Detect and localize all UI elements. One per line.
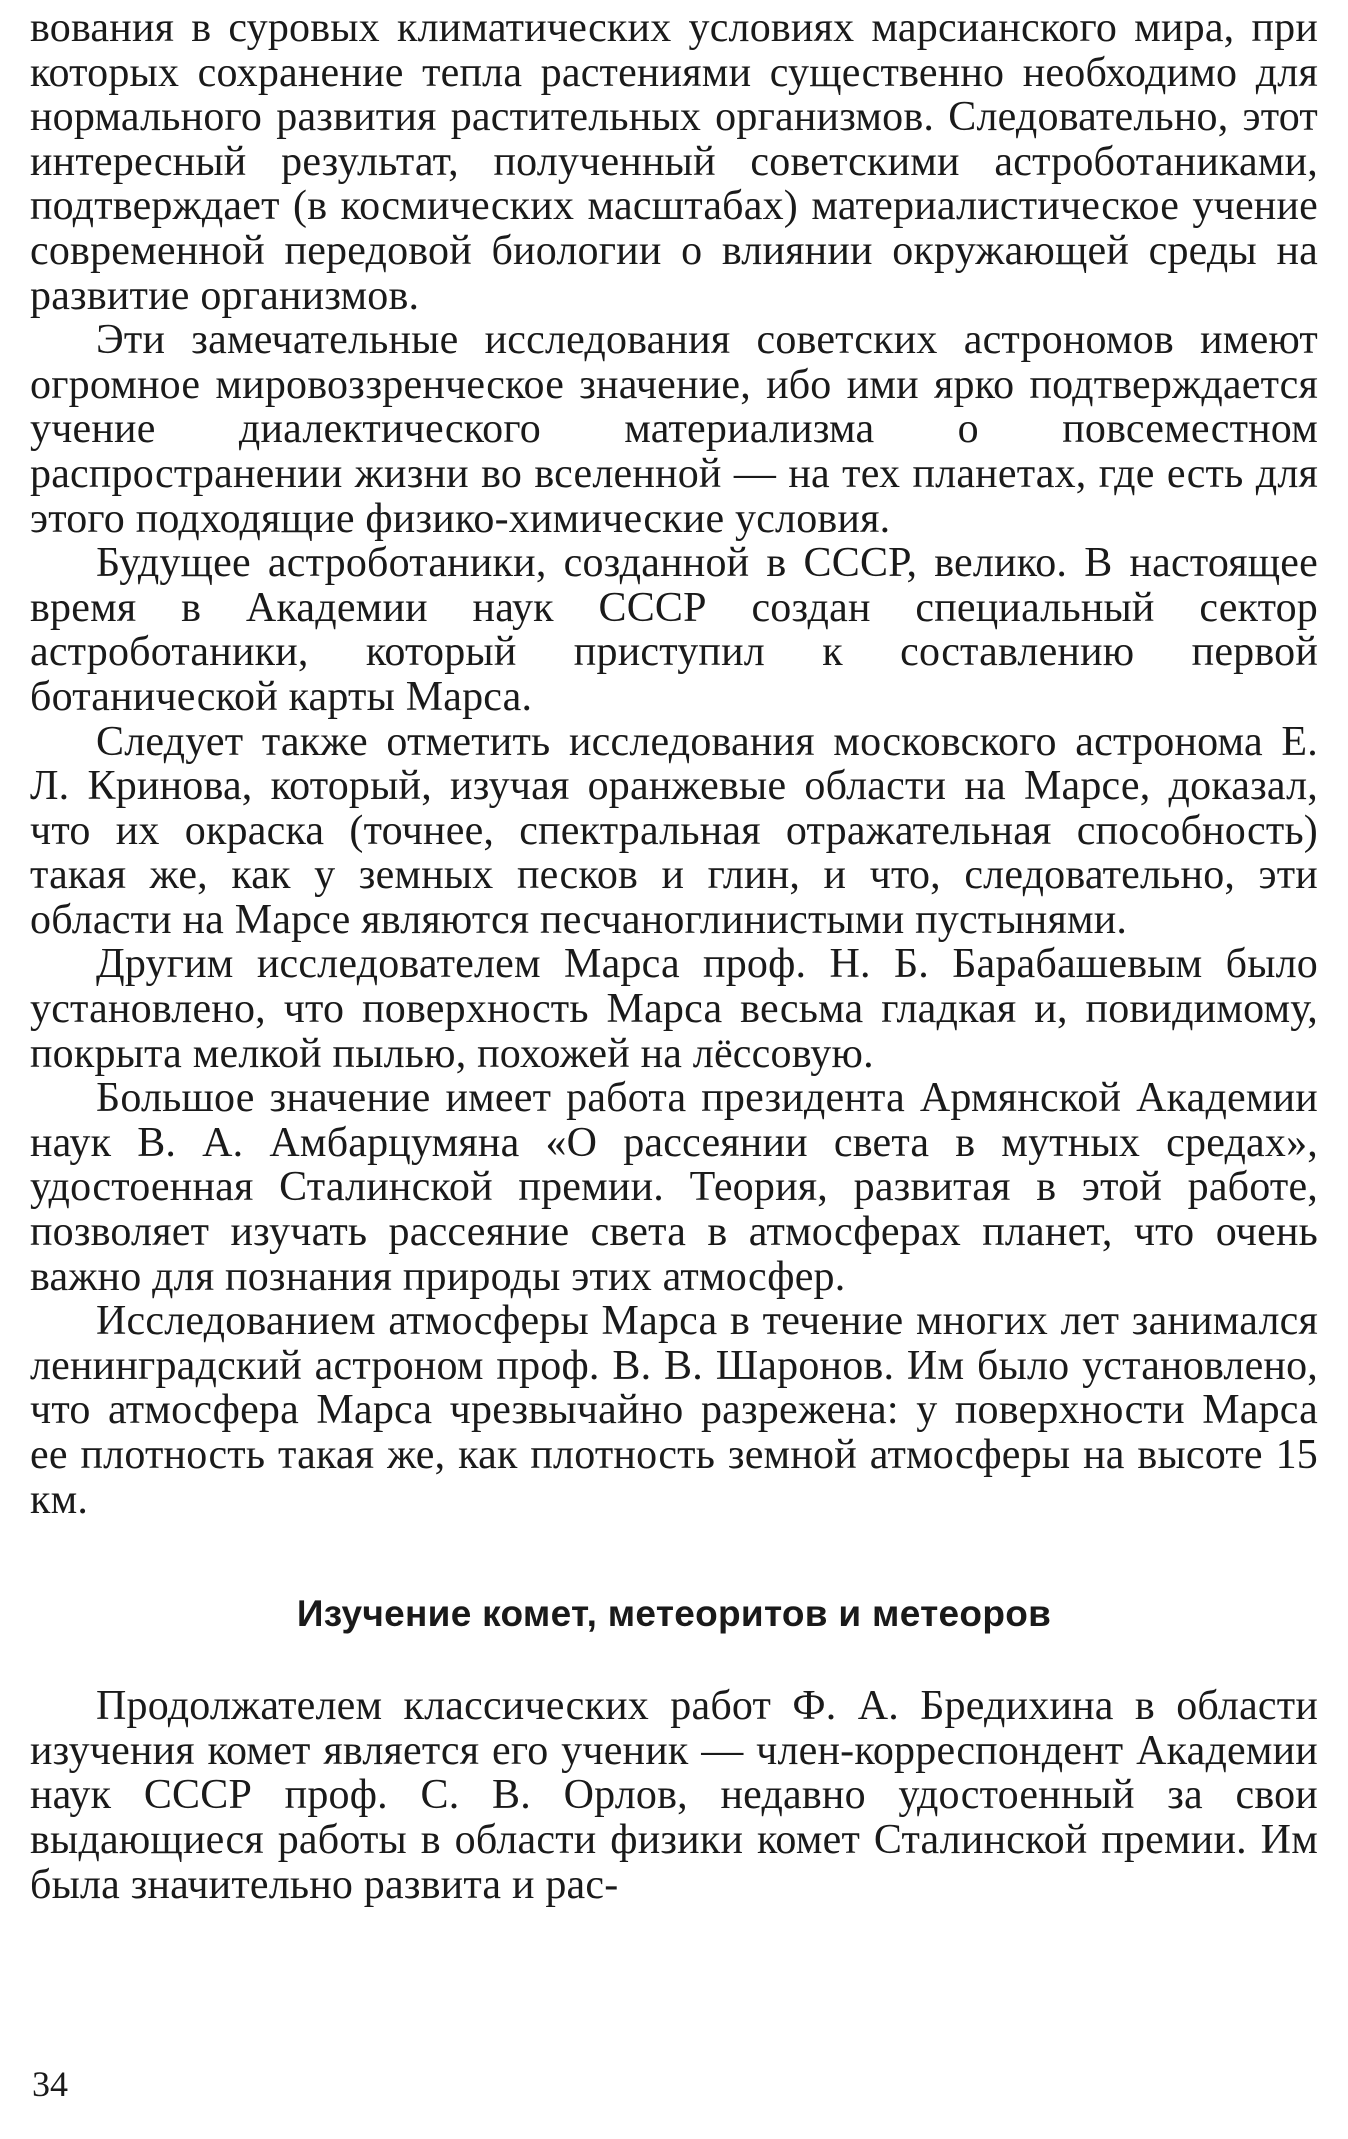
section-heading: Изучение комет, метеоритов и метеоров (296, 1593, 1052, 1635)
paragraph-ambartsumian: Большое значение имеет работа президента Армянской Академии наук В. А. Амбарцумяна «О рассеянии света в мутных средах», удостоенная Сталинской премии. Теория, развитая в этой работе, позволяет изучать рассеяние света в атмосферах планет, что очень важно для познания природы этих атмосфер. (30, 1075, 1318, 1300)
book-page (30, 6, 1318, 2126)
paragraph-krinov: Следует также отметить исследования московского астронома Е. Л. Кринова, который, изучая оранжевые области на Марсе, доказал, что их окраска (точнее, спектральная отражательная способность) такая же, как у земных песков и глин, и что, следовательно, эти области на Марсе являются песчаноглинистыми пустынями. (30, 718, 1318, 943)
paragraph-barabashev: Другим исследователем Марса проф. Н. Б. Барабашевым было установлено, что поверхность Марса весьма гладкая и, повидимому, покрыта мелкой пылью, похожей на лёссовую. (30, 941, 1318, 1077)
page-number: 34 (32, 2064, 68, 2104)
paragraph-astrobotany-future: Будущее астроботаники, созданной в СССР, велико. В настоящее время в Академии наук СССР создан специальный сектор астроботаники, который приступил к составлению первой ботанической карты Марса. (30, 540, 1318, 720)
paragraph-worldview: Эти замечательные исследования советских астрономов имеют огромное мировоззренческое значение, ибо ими ярко подтверждается учение диалектического материализма о повсеместном распространении жизни во вселенной — на тех планетах, где есть для этого подходящие физико-химические условия. (30, 317, 1318, 542)
paragraph-continuation: вования в суровых климатических условиях марсианского мира, при которых сохранение тепла растениями существенно необходимо для нормального развития растительных организмов. Следовательно, этот интересный результат, полученный советскими астроботаниками, подтверждает (в космических масштабах) материалистическое учение современной передовой биологии о влиянии окружающей среды на развитие организмов. (30, 5, 1318, 319)
paragraph-sharonov: Исследованием атмосферы Марса в течение многих лет занимался ленинградский астроном проф. В. В. Шаронов. Им было установлено, что атмосфера Марса чрезвычайно разрежена: у поверхности Марса ее плотность такая же, как плотность земной атмосферы на высоте 15 км. (30, 1298, 1318, 1523)
paragraph-orlov: Продолжателем классических работ Ф. А. Бредихина в области изучения комет является его ученик — член-корреспондент Академии наук СССР проф. С. В. Орлов, недавно удостоенный за свои выдающиеся работы в области физики комет Сталинской премии. Им была значительно развита и рас- (30, 1683, 1318, 1908)
